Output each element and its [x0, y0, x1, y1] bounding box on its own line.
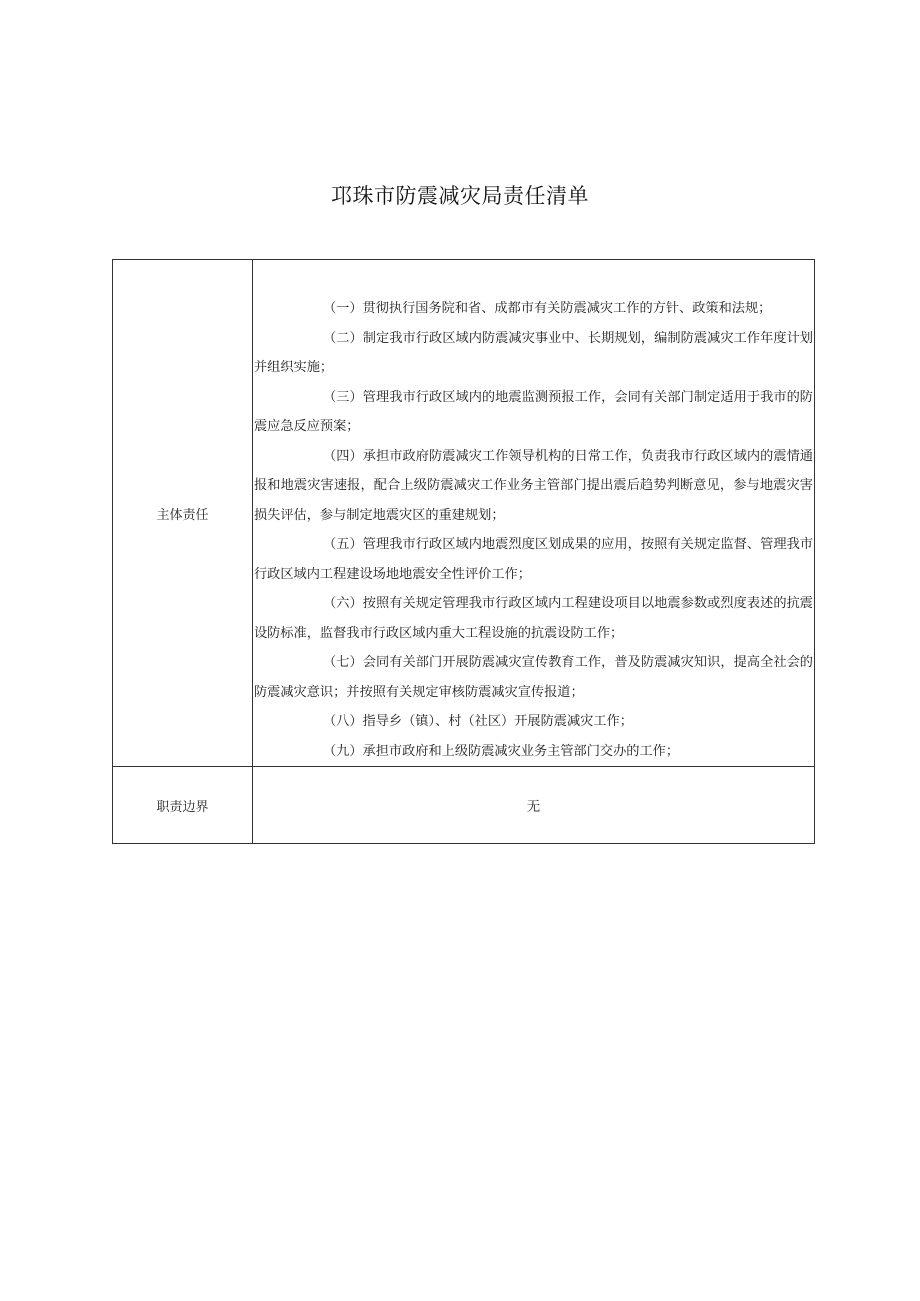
- page-title: 邛珠市防震减灾局责任清单: [331, 184, 589, 208]
- responsibility-item-9: （九）承担市政府和上级防震减灾业务主管部门交办的工作；: [323, 743, 680, 759]
- boundary-value: 无: [253, 767, 815, 844]
- main-responsibility-content: [253, 260, 815, 767]
- responsibility-item-7: （七）会同有关部门开展防震减灾宣传教育工作，普及防震减灾知识，提高全社会的防震减灾意识；并按照有关规定审核防震减灾宣传报道；: [254, 655, 813, 700]
- responsibility-item-6: （六）按照有关规定管理我市行政区域内工程建设项目以地震参数或烈度表述的抗震设防标准，监督我市行政区域内重大工程设施的抗震设防工作；: [254, 596, 813, 641]
- responsibility-item-8: （八）指导乡（镇）、村（社区）开展防震减灾工作；: [323, 714, 633, 729]
- responsibility-item-4: （四）承担市政府防震减灾工作领导机构的日常工作，负责我市行政区域内的震情通报和地震灾害速报，配合上级防震减灾工作业务主管部门提出震后趋势判断意见，参与地震灾害损失评估，参与制定地震灾区的重建规划；: [254, 448, 813, 523]
- responsibility-item-2: （二）制定我市行政区域内防震减灾事业中、长期规划，编制防震减灾工作年度计划并组织实施；: [254, 330, 813, 375]
- row-label-boundary: 职责边界: [113, 767, 253, 844]
- table-row-main-responsibility: [113, 260, 815, 767]
- row-label-main-responsibility: 主体责任: [113, 260, 253, 767]
- responsibility-item-5: （五）管理我市行政区域内地震烈度区划成果的应用，按照有关规定监督、管理我市行政区域内工程建设场地地震安全性评价工作；: [254, 537, 813, 582]
- responsibility-item-3: （三）管理我市行政区域内的地震监测预报工作，会同有关部门制定适用于我市的防震应急反应预案；: [254, 389, 813, 434]
- responsibility-item-1: （一）贯彻执行国务院和省、成都市有关防震减灾工作的方针、政策和法规；: [323, 301, 772, 316]
- responsibility-table: [112, 259, 815, 844]
- table-row-boundary: [113, 767, 815, 844]
